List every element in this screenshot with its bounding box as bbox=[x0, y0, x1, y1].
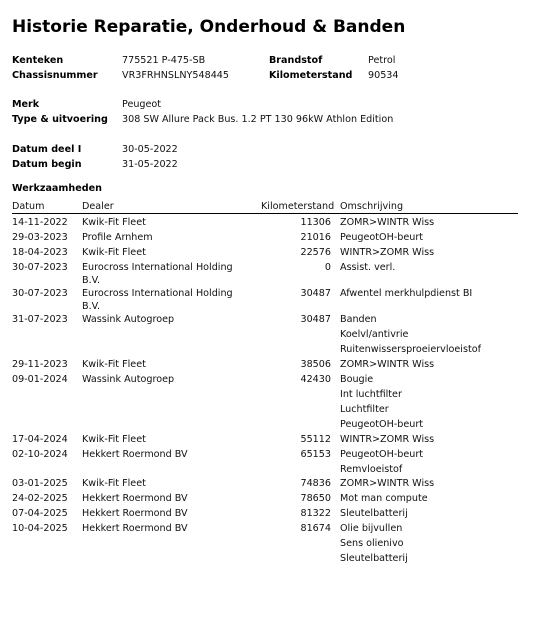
row-omschrijving: ZOMR>WINTR Wiss bbox=[340, 217, 435, 228]
brandstof-label: Brandstof bbox=[269, 55, 323, 66]
chassis-value: VR3FRHNSLNY548445 bbox=[122, 70, 230, 81]
row-dealer: Kwik-Fit Fleet bbox=[82, 247, 146, 258]
type-label: Type & uitvoering bbox=[12, 114, 108, 125]
row-dealer: Kwik-Fit Fleet bbox=[82, 434, 146, 445]
row-dealer: Hekkert Roermond BV bbox=[82, 523, 188, 534]
row-datum: 03-01-2025 bbox=[12, 478, 68, 489]
row-datum: 02-10-2024 bbox=[12, 449, 68, 460]
row-kilometerstand: 11306 bbox=[300, 217, 331, 228]
row-omschrijving: Luchtfilter bbox=[340, 404, 389, 415]
merk-label: Merk bbox=[12, 99, 40, 110]
column-header-omschrijving: Omschrijving bbox=[340, 201, 404, 212]
row-kilometerstand: 30487 bbox=[300, 288, 331, 299]
row-omschrijving: Koelvl/antivrie bbox=[340, 329, 409, 340]
row-omschrijving: Afwentel merkhulpdienst BI bbox=[340, 288, 473, 299]
column-header-dealer: Dealer bbox=[82, 201, 114, 212]
kenteken-value: 775521 P-475-SB bbox=[122, 55, 206, 66]
row-dealer: Hekkert Roermond BV bbox=[82, 449, 188, 460]
row-kilometerstand: 21016 bbox=[300, 232, 331, 243]
row-kilometerstand: 30487 bbox=[300, 314, 331, 325]
row-omschrijving: ZOMR>WINTR Wiss bbox=[340, 478, 435, 489]
km-value: 90534 bbox=[368, 70, 399, 81]
row-omschrijving: Sleutelbatterij bbox=[340, 553, 408, 564]
row-omschrijving: Assist. verl. bbox=[340, 262, 396, 273]
table-header-divider bbox=[12, 213, 518, 214]
row-dealer: Eurocross International Holding B.V. bbox=[82, 288, 233, 312]
row-dealer: Profile Arnhem bbox=[82, 232, 153, 243]
row-dealer: Wassink Autogroep bbox=[82, 314, 175, 325]
km-label: Kilometerstand bbox=[269, 70, 353, 81]
row-omschrijving: Bougie bbox=[340, 374, 374, 385]
kenteken-label: Kenteken bbox=[12, 55, 64, 66]
row-datum: 07-04-2025 bbox=[12, 508, 68, 519]
row-omschrijving: Sleutelbatterij bbox=[340, 508, 408, 519]
row-dealer: Hekkert Roermond BV bbox=[82, 493, 188, 504]
row-omschrijving: WINTR>ZOMR Wiss bbox=[340, 434, 435, 445]
row-dealer: Kwik-Fit Fleet bbox=[82, 478, 146, 489]
row-datum: 09-01-2024 bbox=[12, 374, 68, 385]
row-dealer: Hekkert Roermond BV bbox=[82, 508, 188, 519]
row-omschrijving: Ruitenwissersproeiervloeistof bbox=[340, 344, 481, 355]
row-kilometerstand: 0 bbox=[324, 262, 331, 273]
row-dealer: Wassink Autogroep bbox=[82, 374, 175, 385]
row-omschrijving: Int luchtfilter bbox=[340, 389, 402, 400]
datum-deel-value: 30-05-2022 bbox=[122, 144, 178, 155]
row-omschrijving: Olie bijvullen bbox=[340, 523, 403, 534]
row-datum: 14-11-2022 bbox=[12, 217, 68, 228]
row-omschrijving: Mot man compute bbox=[340, 493, 428, 504]
row-datum: 30-07-2023 bbox=[12, 262, 68, 273]
row-datum: 31-07-2023 bbox=[12, 314, 68, 325]
column-header-datum: Datum bbox=[12, 201, 45, 212]
row-omschrijving: PeugeotOH-beurt bbox=[340, 449, 424, 460]
row-kilometerstand: 55112 bbox=[300, 434, 331, 445]
row-omschrijving: Sens olienivo bbox=[340, 538, 404, 549]
column-header-kilometerstand: Kilometerstand bbox=[261, 201, 335, 212]
row-dealer: Eurocross International Holding B.V. bbox=[82, 262, 233, 286]
row-datum: 18-04-2023 bbox=[12, 247, 68, 258]
chassis-label: Chassisnummer bbox=[12, 70, 98, 81]
row-omschrijving: PeugeotOH-beurt bbox=[340, 419, 424, 430]
row-kilometerstand: 74836 bbox=[300, 478, 331, 489]
werkzaamheden-heading: Werkzaamheden bbox=[12, 183, 102, 194]
row-kilometerstand: 78650 bbox=[300, 493, 331, 504]
row-datum: 17-04-2024 bbox=[12, 434, 68, 445]
row-kilometerstand: 65153 bbox=[300, 449, 331, 460]
row-kilometerstand: 81322 bbox=[300, 508, 331, 519]
merk-value: Peugeot bbox=[122, 99, 162, 110]
row-datum: 30-07-2023 bbox=[12, 288, 68, 299]
datum-begin-value: 31-05-2022 bbox=[122, 159, 178, 170]
row-datum: 24-02-2025 bbox=[12, 493, 68, 504]
datum-deel-label: Datum deel I bbox=[12, 144, 82, 155]
row-dealer: Kwik-Fit Fleet bbox=[82, 359, 146, 370]
page-title: Historie Reparatie, Onderhoud & Banden bbox=[12, 17, 406, 37]
row-dealer: Kwik-Fit Fleet bbox=[82, 217, 146, 228]
row-omschrijving: PeugeotOH-beurt bbox=[340, 232, 424, 243]
row-omschrijving: Banden bbox=[340, 314, 377, 325]
row-datum: 29-03-2023 bbox=[12, 232, 68, 243]
row-omschrijving: ZOMR>WINTR Wiss bbox=[340, 359, 435, 370]
row-kilometerstand: 22576 bbox=[300, 247, 331, 258]
row-datum: 29-11-2023 bbox=[12, 359, 68, 370]
row-omschrijving: Remvloeistof bbox=[340, 464, 403, 475]
row-kilometerstand: 38506 bbox=[300, 359, 331, 370]
row-datum: 10-04-2025 bbox=[12, 523, 68, 534]
type-value: 308 SW Allure Pack Bus. 1.2 PT 130 96kW Athlon Edition bbox=[122, 114, 394, 125]
row-kilometerstand: 81674 bbox=[300, 523, 331, 534]
datum-begin-label: Datum begin bbox=[12, 159, 82, 170]
brandstof-value: Petrol bbox=[368, 55, 396, 66]
row-omschrijving: WINTR>ZOMR Wiss bbox=[340, 247, 435, 258]
row-kilometerstand: 42430 bbox=[300, 374, 331, 385]
